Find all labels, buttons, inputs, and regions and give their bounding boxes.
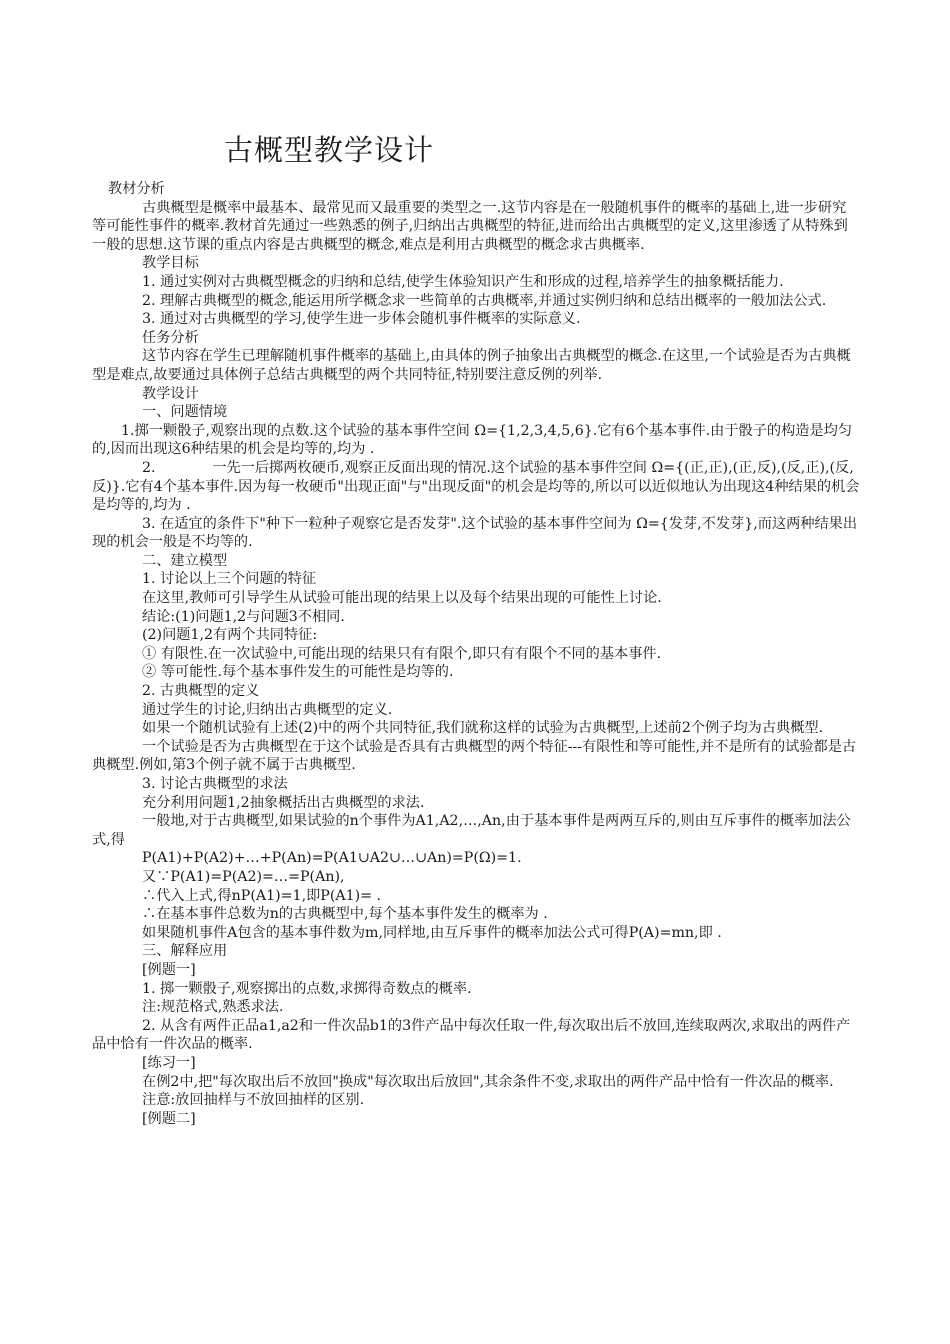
paragraph: P(A1)+P(A2)+…+P(An)=P(A1∪A2∪…∪An)=P(Ω)=1.: [142, 850, 522, 867]
paragraph: ∴代入上式,得nP(A1)=1,即P(A1)= .: [142, 887, 382, 904]
section-heading: 一、问题情境: [142, 404, 228, 421]
paragraph: 3. 在适宜的条件下"种下一粒种子观察它是否发芽".这个试验的基本事件空间为 Ω={发芽,不发芽},而这两种结果出现的机会一般是不均等的.: [92, 515, 858, 551]
paragraph: 通过学生的讨论,归纳出古典概型的定义.: [142, 701, 393, 718]
paragraph: 1. 讨论以上三个问题的特征: [142, 571, 317, 588]
document-body: [92, 180, 860, 1128]
paragraph: ② 等可能性.每个基本事件发生的可能性是均等的.: [142, 664, 454, 681]
section-heading: 三、解释应用: [142, 943, 228, 960]
section-heading: 二、建立模型: [142, 552, 228, 569]
paragraph: ∴在基本事件总数为n的古典概型中,每个基本事件发生的概率为 .: [142, 906, 548, 923]
paragraph: 1. 通过实例对古典概型概念的归纳和总结,使学生体验知识产生和形成的过程,培养学生的抽象概括能力.: [142, 273, 784, 290]
paragraph: 注意:放回抽样与不放回抽样的区别.: [142, 1092, 365, 1109]
paragraph: 1. 掷一颗骰子,观察掷出的点数,求掷得奇数点的概率.: [142, 980, 472, 997]
section-heading: 教学目标: [142, 255, 199, 272]
paragraph: 2. 古典概型的定义: [142, 683, 260, 700]
paragraph: 注:规范格式,熟悉求法.: [142, 999, 284, 1016]
paragraph: 1.掷一颗骰子,观察出现的点数.这个试验的基本事件空间 Ω={1,2,3,4,5,6}.它有6个基本事件.由于骰子的构造是均匀的,因而出现这6种结果的机会是均等的,均为 .: [92, 422, 853, 458]
paragraph: 一般地,对于古典概型,如果试验的n个事件为A1,A2,…,An,由于基本事件是两两互斥的,则由互斥事件的概率加法公式,得: [92, 813, 851, 848]
paragraph: 在这里,教师可引导学生从试验可能出现的结果上以及每个结果出现的可能性上讨论.: [142, 590, 662, 607]
paragraph: 又∵P(A1)=P(A2)=…=P(An),: [142, 868, 345, 885]
paragraph: ① 有限性.在一次试验中,可能出现的结果只有有限个,即只有有限个不同的基本事件.: [142, 645, 662, 662]
paragraph: 结论:(1)问题1,2与问题3不相同.: [142, 608, 345, 625]
paragraph: 如果随机事件A包含的基本事件数为m,同样地,由互斥事件的概率加法公式可得P(A)=mn,即 .: [142, 924, 722, 941]
paragraph: 2. 理解古典概型的概念,能运用所学概念求一些简单的古典概率,并通过实例归纳和总结出概率的一般加法公式.: [142, 292, 827, 309]
paragraph: 一个试验是否为古典概型在于这个试验是否具有古典概型的两个特征---有限性和等可能性,并不是所有的试验都是古典概型.例如,第3个例子就不属于古典概型.: [92, 738, 857, 774]
paragraph: (2)问题1,2有两个共同特征:: [142, 627, 318, 644]
section-heading: 任务分析: [142, 329, 199, 346]
paragraph: 古典概型是概率中最基本、最常见而又最重要的类型之一.这节内容是在一般随机事件的概率的基础上,进一步研究等可能性事件的概率.教材首先通过一些熟悉的例子,归纳出古典概型的特征,进而给出古典概型的定义,这里渗透了从特殊到一般的思想.这节课的重点内容是古典概型的概念,难点是利用古典概型的概念求古典概率.: [92, 199, 848, 253]
paragraph: 3. 通过对古典概型的学习,使学生进一步体会随机事件概率的实际意义.: [142, 311, 581, 328]
paragraph: 这节内容在学生已理解随机事件概率的基础上,由具体的例子抽象出古典概型的概念.在这里,一个试验是否为古典概型是难点,故要通过具体例子总结古典概型的两个共同特征,特别要注意反例的列举.: [92, 348, 851, 383]
document-title: 古概型教学设计: [224, 133, 435, 167]
section-heading: 教材分析: [108, 181, 165, 197]
paragraph: 3. 讨论古典概型的求法: [142, 776, 288, 792]
paragraph: [练习一]: [142, 1054, 196, 1071]
paragraph: 如果一个随机试验有上述(2)中的两个共同特征,我们就称这样的试验为古典概型,上述前2个例子均为古典概型.: [142, 720, 824, 737]
paragraph: 充分利用问题1,2抽象概括出古典概型的求法.: [142, 794, 425, 811]
paragraph: 2. 一先一后掷两枚硬币,观察正反面出现的情况.这个试验的基本事件空间 Ω={(正,正),(正,反),(反,正),(反,反)}.它有4个基本事件.因为每一枚硬币"出现正面"与"出现反面"的机会是均等的,所以可以近似地认为出现这4种结果的机会是均等的,均为 .: [92, 459, 860, 514]
paragraph: 在例2中,把"每次取出后不放回"换成"每次取出后放回",其余条件不变,求取出的两件产品中恰有一件次品的概率.: [142, 1073, 834, 1090]
paragraph: [例题二]: [142, 1110, 196, 1127]
section-heading: 教学设计: [142, 385, 199, 402]
paragraph: [例题一]: [142, 961, 196, 978]
paragraph: 2. 从含有两件正品a1,a2和一件次品b1的3件产品中每次任取一件,每次取出后不放回,连续取两次,求取出的两件产品中恰有一件次品的概率.: [92, 1017, 851, 1053]
